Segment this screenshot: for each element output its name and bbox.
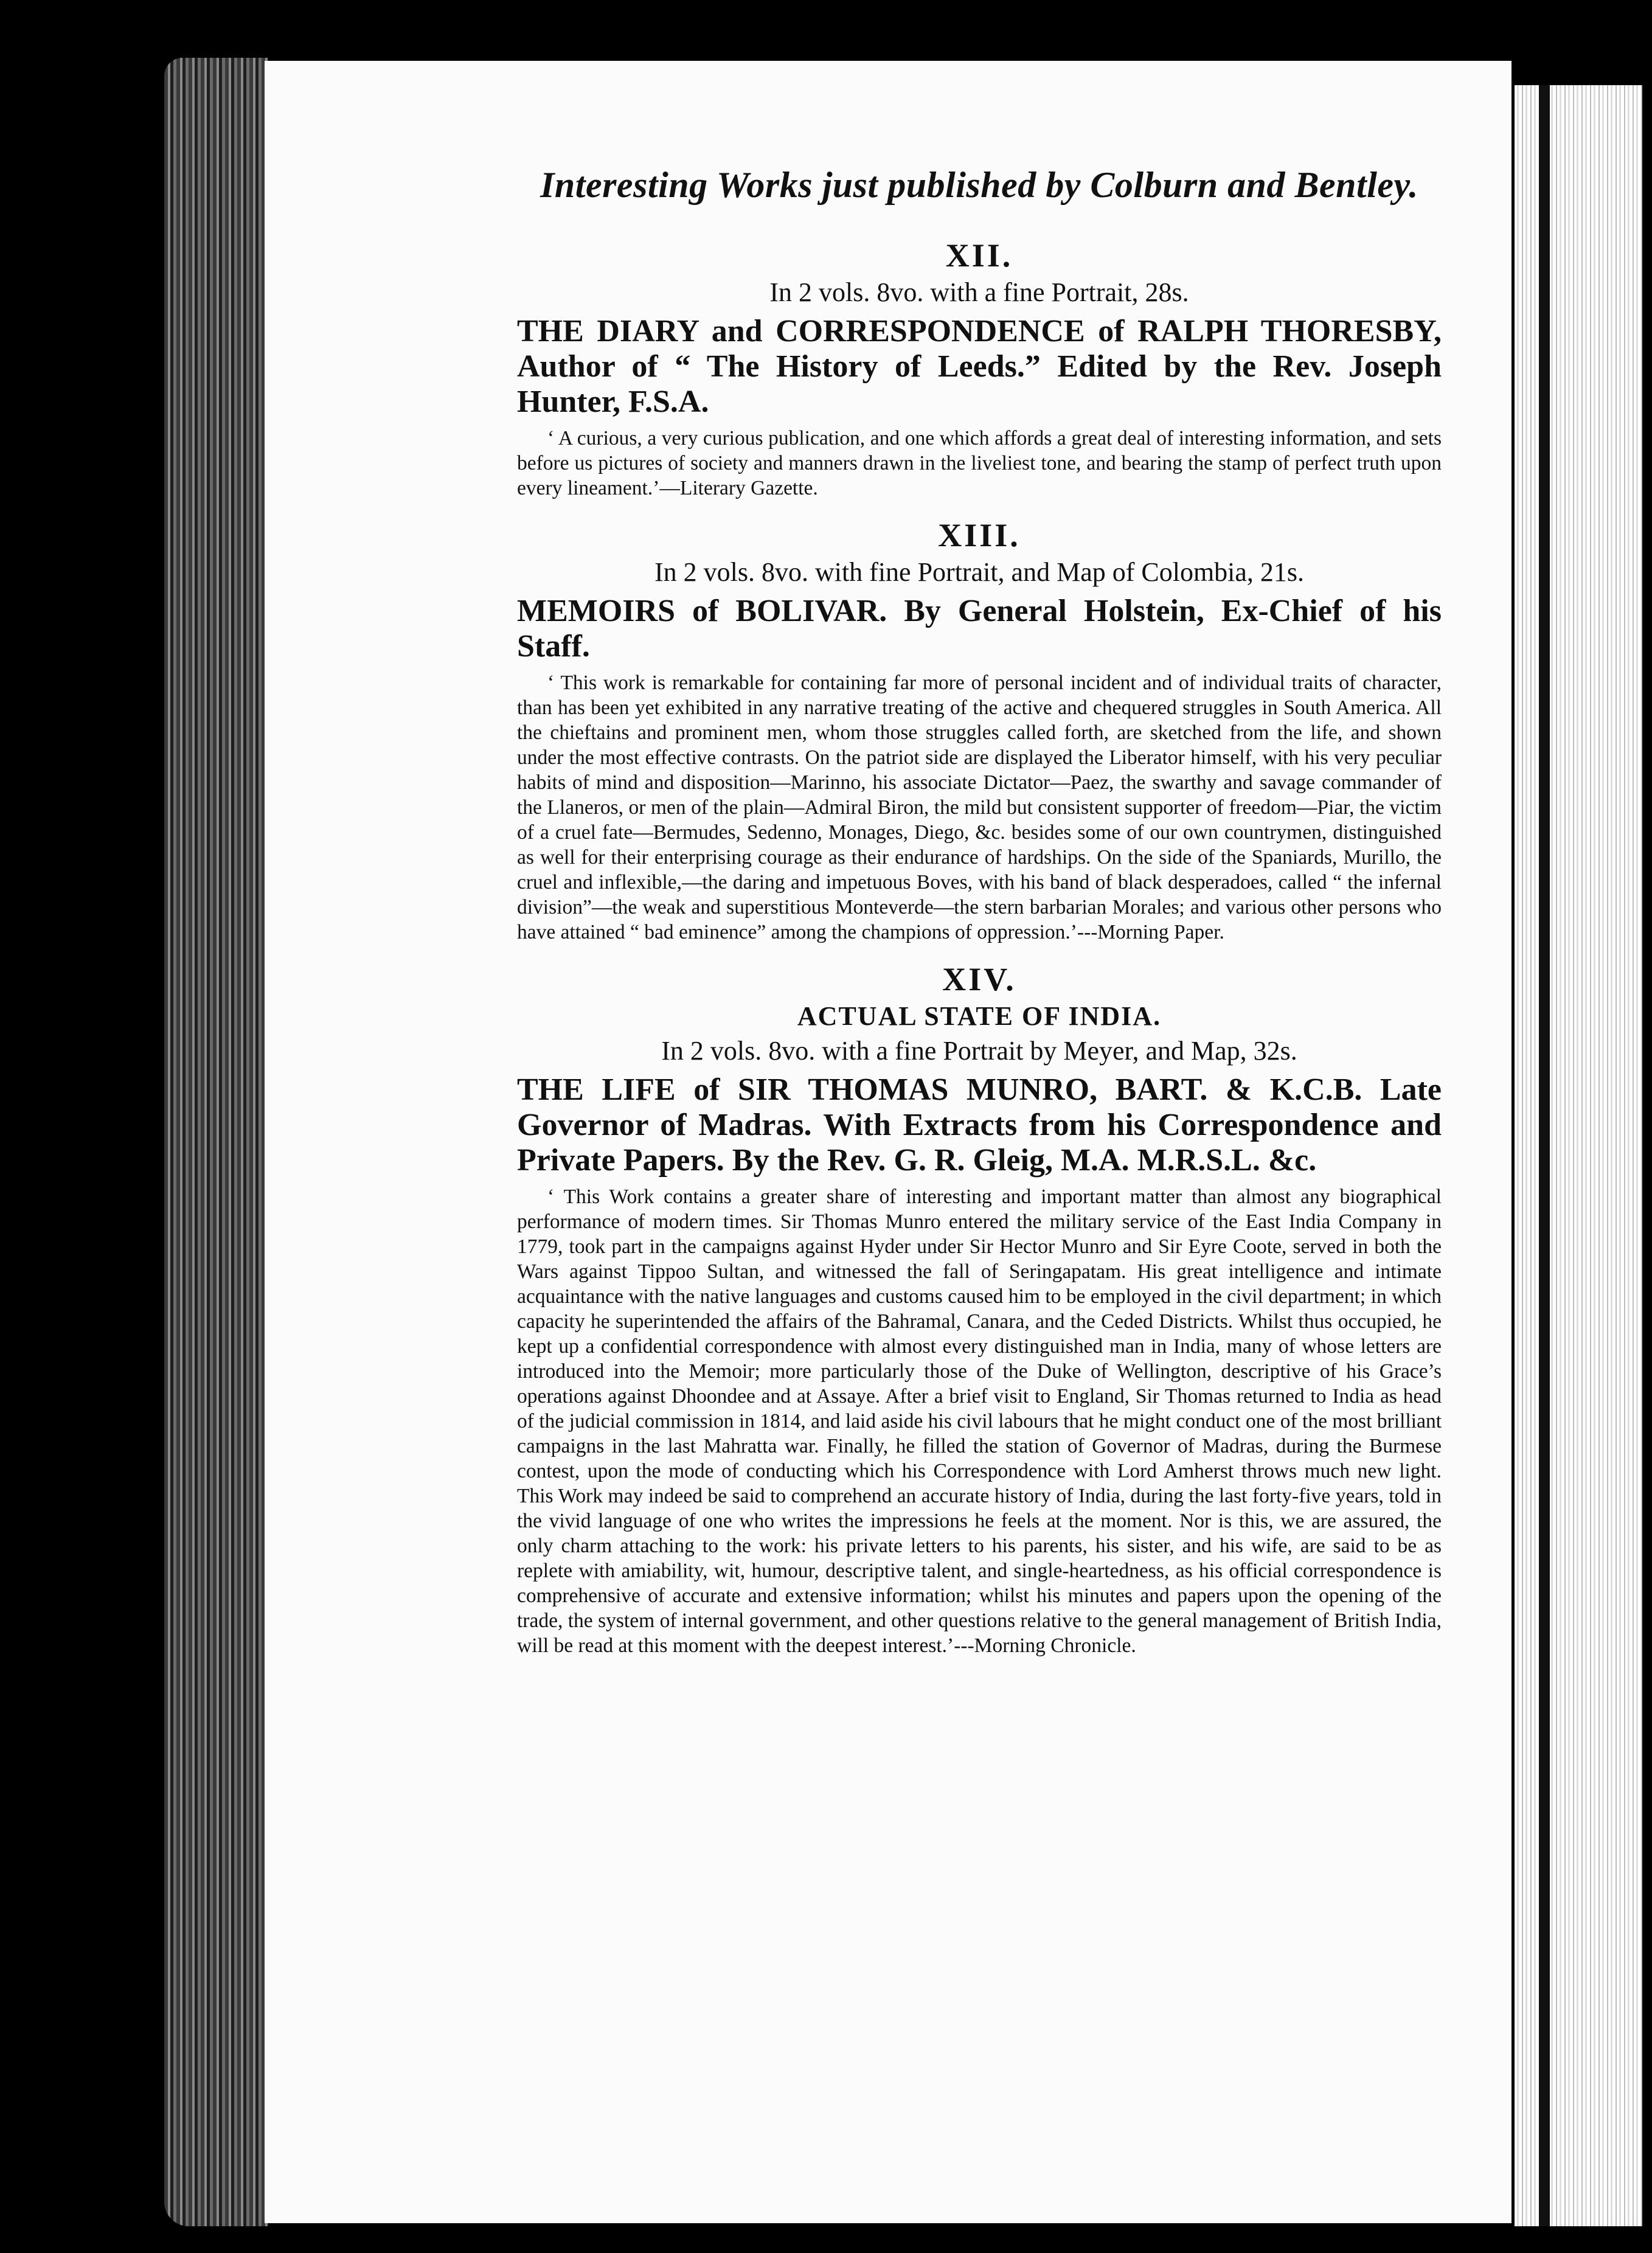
book-spine-edge [164, 58, 268, 2226]
facing-page-edge [1515, 85, 1642, 2226]
book-title: THE LIFE of SIR THOMAS MUNRO, BART. & K.C.B. Late Governor of Madras. With Extracts from his Correspondence and Private Papers. By the Rev. G. R. Gleig, M.A. M.R.S.L. &c. [517, 1072, 1442, 1178]
entry-xiii [517, 516, 1442, 945]
edition-line: In 2 vols. 8vo. with a fine Portrait by Meyer, and Map, 32s. [661, 1036, 1297, 1066]
page-content [517, 164, 1442, 1674]
review-quote: ‘ This Work contains a greater share of interesting and important matter than almost any biographical performance of modern times. Sir Thomas Munro entered the military service of the East India Company in 1779, took part in the campaigns against Hyder under Sir Hector Munro and Sir Eyre Coote, served in both the Wars against Tippoo Sultan, and witnessed the fall of Seringapatam. His great intelligence and intimate acquaintance with the native languages and customs caused him to be employed in the civil department; in which capacity he superintended the affairs of the Bahramal, Canara, and the Ceded Districts. Whilst thus occupied, he kept up a confidential correspondence with almost every distinguished man in India, many of whose letters are introduced into the Memoir; more particularly those of the Duke of Wellington, descriptive of his Grace’s operations against Dhoondee and at Assaye. After a brief visit to England, Sir Thomas returned to India as head of the judicial commission in 1814, and laid aside his civil labours that he might conduct one of the most brilliant campaigns in the last Mahratta war. Finally, he filled the station of Governor of Madras, during the Burmese contest, upon the mode of conducting which his Correspondence with Lord Amherst throws much new light. This Work may indeed be said to comprehend an accurate history of India, during the last forty-five years, told in the vivid language of one who writes the impressions he feels at the moment. Nor is this, we are assured, the only charm attaching to the work: his private letters to his parents, his sister, and his wife, are said to be as replete with amiability, wit, humour, descriptive talent, and single-heartedness, as his official correspondence is comprehensive of accurate and extensive information; whilst his minutes and papers upon the opening of the trade, the system of internal government, and other questions relative to the general management of British India, will be read at this moment with the deepest interest.’---Morning Chronicle. [517, 1186, 1442, 1657]
book-title: MEMOIRS of BOLIVAR. By General Holstein, Ex-Chief of his Staff. [517, 594, 1442, 664]
review-quote: ‘ This work is remarkable for containing far more of personal incident and of individual traits of character, than has been yet exhibited in any narrative treating of the active and chequered struggles in South America. All the chieftains and prominent men, whom those struggles called forth, are sketched from the life, and shown under the most effective contrasts. On the patriot side are displayed the Liberator himself, with his very peculiar habits of mind and disposition—Marinno, his associate Dictator—Paez, the swarthy and savage commander of the Llaneros, or men of the plain—Admiral Biron, the mild but consistent supporter of freedom—Piar, the victim of a cruel fate—Bermudes, Sedenno, Monages, Diego, &c. besides some of our own countrymen, distinguished as well for their enterprising courage as their endurance of hardships. On the side of the Spaniards, Murillo, the cruel and inflexible,—the daring and impetuous Boves, with his band of black desperadoes, called “ the infernal division”—the weak and superstitious Monteverde—the stern barbarian Morales; and various other persons who have attained “ bad eminence” among the champions of oppression.’---Morning Paper. [517, 672, 1442, 943]
section-subtitle: ACTUAL STATE OF INDIA. [797, 1001, 1162, 1031]
entry-numeral: XIV. [942, 961, 1016, 998]
edition-line: In 2 vols. 8vo. with a fine Portrait, 28s. [769, 277, 1189, 307]
entry-xiv [517, 960, 1442, 1658]
running-head: Interesting Works just published by Colburn and Bentley. [540, 165, 1418, 205]
edition-line: In 2 vols. 8vo. with fine Portrait, and Map of Colombia, 21s. [654, 557, 1305, 587]
entry-numeral: XII. [945, 237, 1013, 274]
entry-xii [517, 237, 1442, 501]
page-gutter-shadow [1539, 85, 1550, 2226]
entry-numeral: XIII. [938, 517, 1021, 554]
book-title: THE DIARY and CORRESPONDENCE of RALPH THORESBY, Author of “ The History of Leeds.” Edited by the Rev. Joseph Hunter, F.S.A. [517, 314, 1442, 419]
review-quote: ‘ A curious, a very curious publication, and one which affords a great deal of interesting information, and sets before us pictures of society and manners drawn in the liveliest tone, and bearing the stamp of perfect truth upon every lineament.’—Literary Gazette. [517, 427, 1442, 499]
